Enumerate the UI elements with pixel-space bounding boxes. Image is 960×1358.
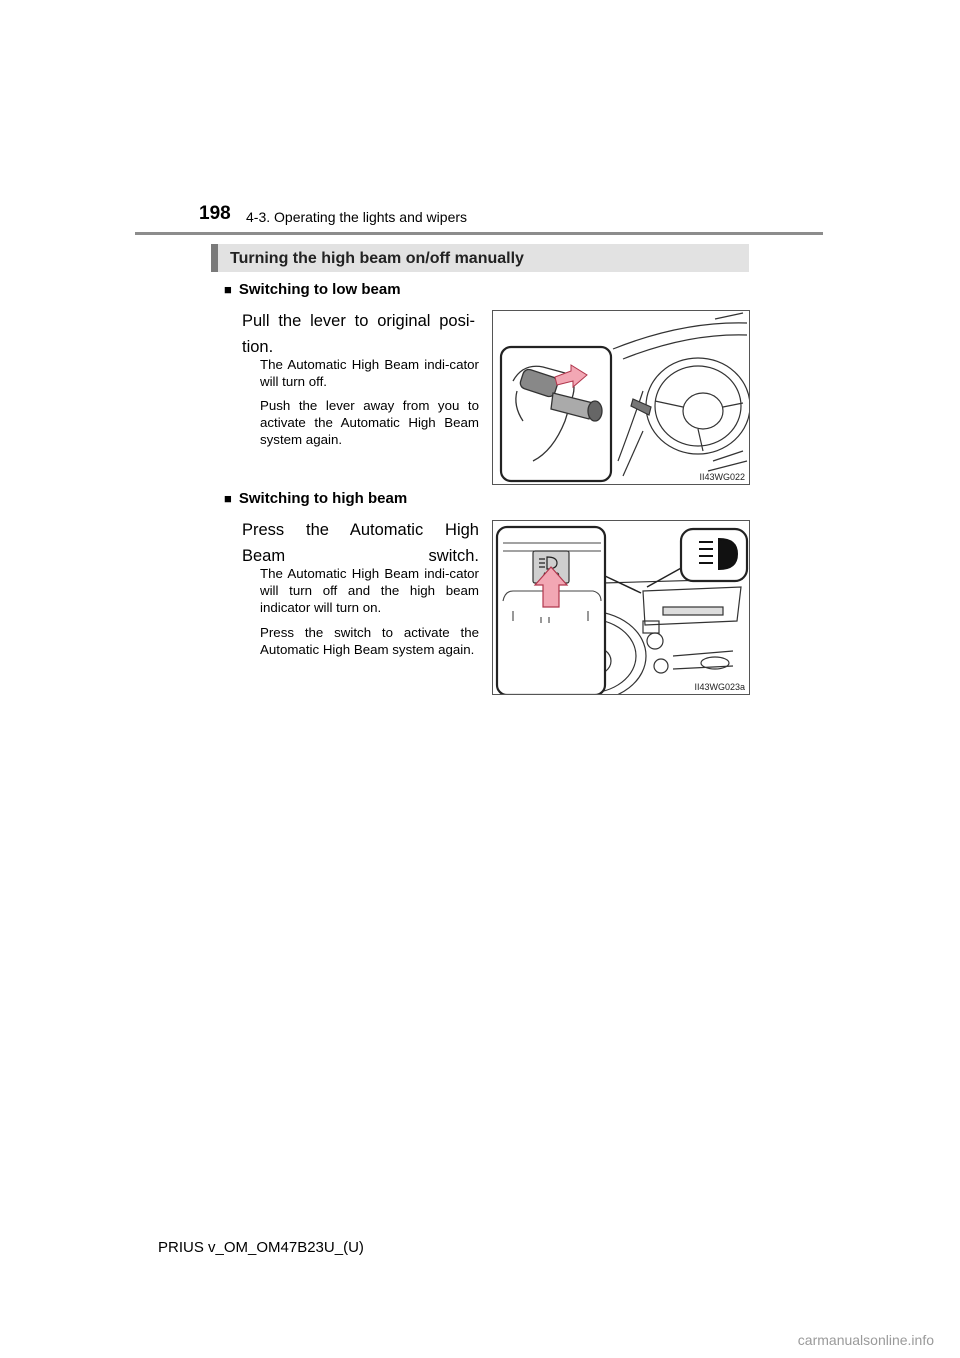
section-header: 4-3. Operating the lights and wipers [246, 209, 468, 225]
square-bullet-icon: ■ [224, 491, 232, 506]
footer-model-code: PRIUS v_OM_OM47B23U_(U) [158, 1239, 364, 1256]
lever-illustration [493, 311, 749, 484]
switch-figure [492, 520, 750, 695]
switch-illustration [493, 521, 749, 694]
high-beam-instruction [242, 517, 479, 569]
low-beam-note1: The Automatic High Beam indi-cator will turn off. [260, 357, 479, 389]
switch-figure-code: II43WG023a [694, 682, 745, 692]
low-beam-heading [224, 281, 401, 298]
square-bullet-icon: ■ [224, 282, 232, 297]
low-beam-heading-text: Switching to low beam [238, 281, 401, 298]
high-beam-instruction-line2: Beam switch. [242, 547, 479, 565]
high-beam-note2: Press the switch to activate the Automatic High Beam system again. [260, 625, 479, 657]
high-beam-instruction-line1: Press the Automatic High [242, 521, 479, 539]
high-beam-note1: The Automatic High Beam indi-cator will turn off and the high beam indicator will turn on. [260, 566, 479, 615]
low-beam-instruction-line1: Pull the lever to original posi- [242, 312, 475, 330]
low-beam-instruction-line2: tion. [242, 338, 274, 356]
low-beam-note2: Push the lever away from you to activate the Automatic High Beam system again. [260, 398, 479, 447]
page-number: 198 [199, 203, 231, 224]
section-title: Turning the high beam on/off manually [230, 250, 524, 267]
high-beam-heading-text: Switching to high beam [238, 490, 408, 507]
lever-figure-code: II43WG022 [699, 472, 745, 482]
header-rule [135, 232, 823, 235]
high-beam-heading [224, 490, 407, 507]
lever-figure [492, 310, 750, 485]
low-beam-instruction [242, 308, 475, 360]
section-title-bar [211, 244, 749, 272]
watermark[interactable]: carmanualsonline.info [797, 1332, 934, 1348]
